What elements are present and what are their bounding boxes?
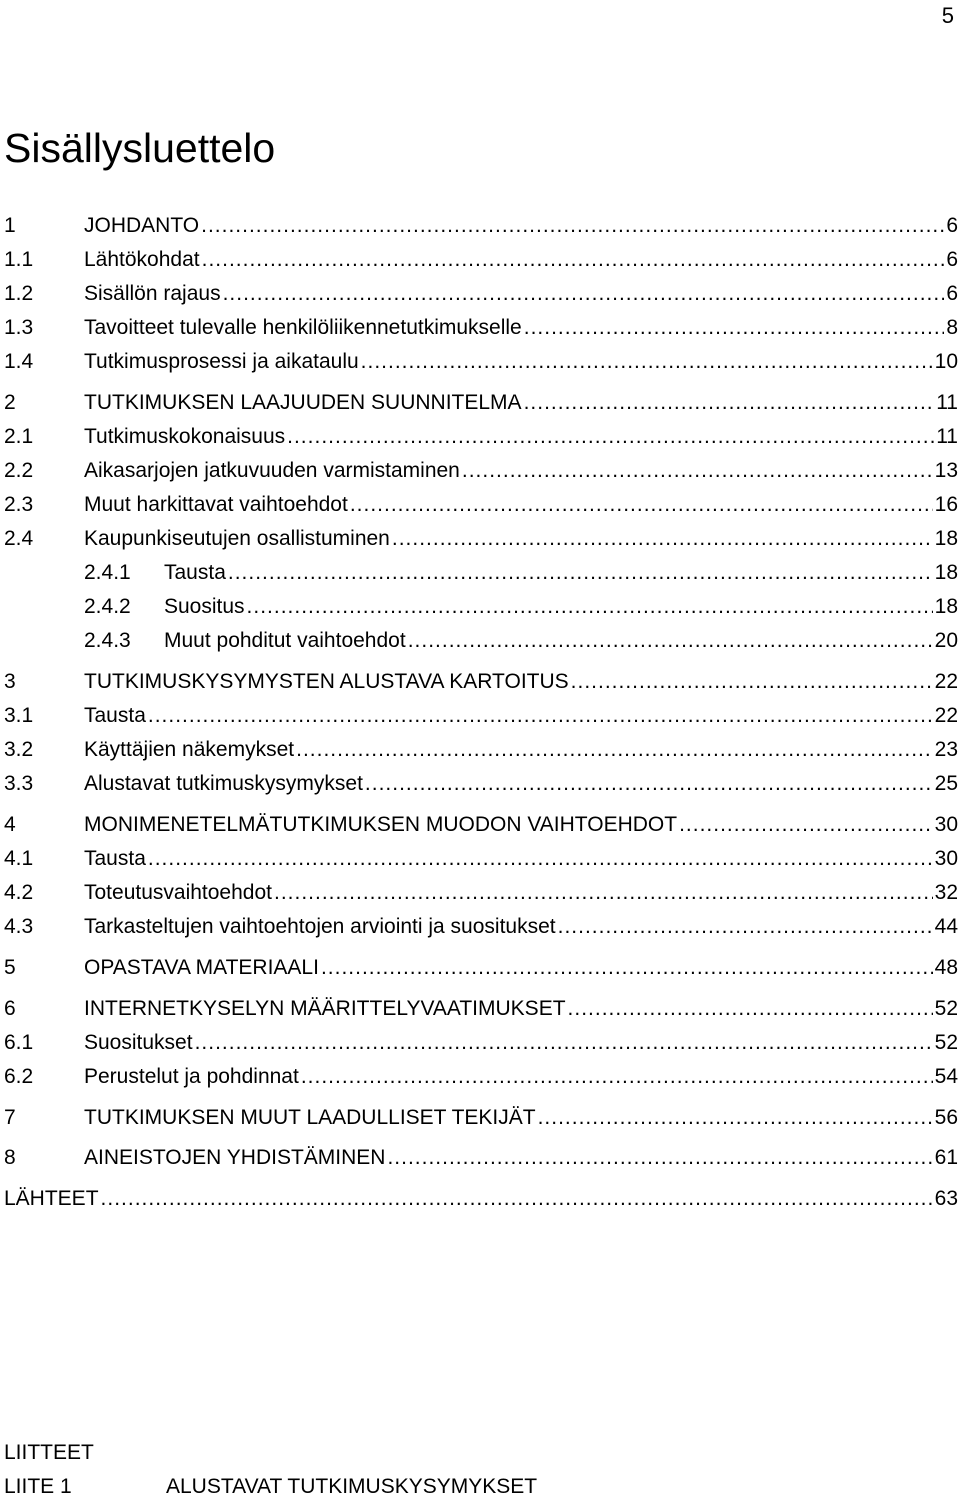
- toc-entry-number: 1.1: [4, 248, 34, 271]
- appendices-heading: LIITTEET: [4, 1441, 94, 1464]
- toc-entry-number: 2.2: [4, 459, 34, 482]
- toc-entry-page: 6: [946, 214, 958, 237]
- toc-entry-number: 5: [4, 956, 16, 979]
- toc-entry-page: 30: [934, 847, 958, 870]
- toc-entry-number: 7: [4, 1106, 16, 1129]
- toc-entry-number: 2.1: [4, 425, 34, 448]
- toc-entry[interactable]: [4, 667, 958, 697]
- toc-entry[interactable]: [4, 313, 958, 343]
- toc-entry-label: Muut pohditut vaihtoehdot: [164, 629, 406, 652]
- toc-entry[interactable]: [4, 769, 958, 799]
- toc-entry-number: 3: [4, 670, 16, 693]
- toc-entry-label: JOHDANTO: [84, 214, 200, 237]
- toc-entry-label: Lähtökohdat: [84, 248, 200, 271]
- toc-entry-number: 4.1: [4, 847, 34, 870]
- toc-entry[interactable]: [4, 844, 958, 874]
- toc-entry-number: 2.4.3: [84, 629, 131, 652]
- toc-entry-number: 6.2: [4, 1065, 34, 1088]
- toc-entry-number: 2.3: [4, 493, 34, 516]
- toc-entry-label: INTERNETKYSELYN MÄÄRITTELYVAATIMUKSET: [84, 997, 566, 1020]
- toc-entry-page: 11: [936, 391, 958, 414]
- toc-entry-page: 63: [934, 1187, 958, 1210]
- toc-dot-leader: [571, 667, 933, 697]
- toc-entry[interactable]: [4, 1143, 958, 1173]
- toc-entry-page: 32: [934, 881, 958, 904]
- toc-dot-leader: [223, 279, 945, 309]
- toc-entry-label: Aikasarjojen jatkuvuuden varmistaminen: [84, 459, 460, 482]
- appendix-entry[interactable]: [4, 1472, 537, 1502]
- toc-dot-leader: [101, 1184, 933, 1214]
- toc-dot-leader: [568, 994, 933, 1024]
- toc-dot-leader: [321, 953, 933, 983]
- toc-entry-number: 6: [4, 997, 16, 1020]
- toc-entry-label: Perustelut ja pohdinnat: [84, 1065, 299, 1088]
- toc-entry-number: 4.2: [4, 881, 34, 904]
- toc-dot-leader: [462, 456, 933, 486]
- toc-entry[interactable]: [4, 1062, 958, 1092]
- toc-entry[interactable]: [4, 490, 958, 520]
- toc-dot-leader: [392, 524, 933, 554]
- toc-entry-page: 52: [934, 997, 958, 1020]
- toc-entry[interactable]: [4, 1184, 958, 1214]
- toc-entry-page: 22: [934, 670, 958, 693]
- toc-dot-leader: [287, 422, 934, 452]
- toc-entry[interactable]: [4, 1103, 958, 1133]
- toc-entry[interactable]: [4, 524, 958, 554]
- toc-entry-page: 20: [934, 629, 958, 652]
- toc-entry[interactable]: [4, 878, 958, 908]
- toc-entry[interactable]: [4, 626, 958, 656]
- toc-entry-label: Tausta: [84, 704, 146, 727]
- toc-dot-leader: [148, 701, 933, 731]
- toc-entry-number: 3.2: [4, 738, 34, 761]
- toc-entry-number: 4.3: [4, 915, 34, 938]
- toc-entry[interactable]: [4, 558, 958, 588]
- toc-entry-page: 23: [934, 738, 958, 761]
- toc-entry-label: Tausta: [84, 847, 146, 870]
- toc-entry-label: Suositukset: [84, 1031, 193, 1054]
- toc-entry-page: 30: [934, 813, 958, 836]
- toc-entry-label: OPASTAVA MATERIAALI: [84, 956, 319, 979]
- toc-entry-page: 6: [946, 282, 958, 305]
- toc-entry-label: Tutkimuskokonaisuus: [84, 425, 286, 448]
- toc-entry-number: 3.3: [4, 772, 34, 795]
- toc-dot-leader: [524, 388, 935, 418]
- toc-entry-label: TUTKIMUKSEN LAAJUUDEN SUUNNITELMA: [84, 391, 522, 414]
- toc-entry-page: 6: [946, 248, 958, 271]
- toc-entry-label: MONIMENETELMÄTUTKIMUKSEN MUODON VAIHTOEHDOT: [84, 813, 678, 836]
- toc-entry[interactable]: [4, 1028, 958, 1058]
- toc-entry-page: 18: [934, 527, 958, 550]
- toc-entry-page: 8: [946, 316, 958, 339]
- toc-entry-label: Kaupunkiseutujen osallistuminen: [84, 527, 390, 550]
- toc-entry-number: 2.4.1: [84, 561, 131, 584]
- toc-entry-number: 1.3: [4, 316, 34, 339]
- toc-entry[interactable]: [4, 422, 958, 452]
- toc-entry-page: 48: [934, 956, 958, 979]
- appendix-id: LIITE 1: [4, 1475, 72, 1498]
- toc-dot-leader: [350, 490, 933, 520]
- appendix-label: ALUSTAVAT TUTKIMUSKYSYMYKSET: [166, 1475, 538, 1498]
- toc-entry[interactable]: [4, 701, 958, 731]
- toc-dot-leader: [361, 347, 933, 377]
- toc-entry-label: Alustavat tutkimuskysymykset: [84, 772, 363, 795]
- toc-entry-number: 3.1: [4, 704, 34, 727]
- toc-dot-leader: [524, 313, 945, 343]
- toc-entry-label: Muut harkittavat vaihtoehdot: [84, 493, 348, 516]
- toc-entry-page: 56: [934, 1106, 958, 1129]
- toc-entry-label: Suositus: [164, 595, 245, 618]
- toc-entry[interactable]: [4, 810, 958, 840]
- toc-dot-leader: [228, 558, 933, 588]
- toc-entry[interactable]: [4, 912, 958, 942]
- toc-entry-label: Käyttäjien näkemykset: [84, 738, 295, 761]
- toc-dot-leader: [195, 1028, 933, 1058]
- toc-entry[interactable]: [4, 953, 958, 983]
- toc-entry[interactable]: [4, 994, 958, 1024]
- toc-entry-number: 8: [4, 1146, 16, 1169]
- toc-entry-number: 1.2: [4, 282, 34, 305]
- page-number: 5: [941, 3, 954, 28]
- toc-entry-page: 54: [934, 1065, 958, 1088]
- toc-entry-page: 18: [934, 595, 958, 618]
- toc-entry-page: 18: [934, 561, 958, 584]
- toc-entry-label: Toteutusvaihtoehdot: [84, 881, 272, 904]
- toc-entry[interactable]: [4, 592, 958, 622]
- toc-entry-label: Sisällön rajaus: [84, 282, 221, 305]
- toc-dot-leader: [201, 211, 944, 241]
- toc-dot-leader: [538, 1103, 933, 1133]
- toc-entry[interactable]: [4, 388, 958, 418]
- toc-entry-label: Tarkasteltujen vaihtoehtojen arviointi ja suositukset: [84, 915, 556, 938]
- toc-entry[interactable]: [4, 347, 958, 377]
- toc-dot-leader: [679, 810, 933, 840]
- toc-dot-leader: [202, 245, 945, 275]
- toc-entry-label: TUTKIMUSKYSYMYSTEN ALUSTAVA KARTOITUS: [84, 670, 569, 693]
- toc-entry-number: 6.1: [4, 1031, 34, 1054]
- toc-dot-leader: [408, 626, 933, 656]
- toc-entry-label: TUTKIMUKSEN MUUT LAADULLISET TEKIJÄT: [84, 1106, 536, 1129]
- toc-entry-label: LÄHTEET: [4, 1187, 99, 1210]
- toc-entry-label: Tausta: [164, 561, 226, 584]
- toc-entry-number: 1: [4, 214, 16, 237]
- toc-dot-leader: [296, 735, 933, 765]
- toc-entry[interactable]: [4, 245, 958, 275]
- toc-entry[interactable]: [4, 735, 958, 765]
- toc-entry-page: 22: [934, 704, 958, 727]
- toc-entry-page: 61: [934, 1146, 958, 1169]
- toc-dot-leader: [558, 912, 933, 942]
- toc-entry-label: Tutkimusprosessi ja aikataulu: [84, 350, 359, 373]
- toc-entry-number: 2.4: [4, 527, 34, 550]
- toc-dot-leader: [387, 1143, 932, 1173]
- toc-entry-number: 2: [4, 391, 16, 414]
- toc-entry[interactable]: [4, 279, 958, 309]
- toc-entry-page: 25: [934, 772, 958, 795]
- toc-entry-page: 10: [934, 350, 958, 373]
- toc-entry[interactable]: [4, 456, 958, 486]
- toc-entry-page: 44: [934, 915, 958, 938]
- toc-dot-leader: [274, 878, 933, 908]
- toc-dot-leader: [148, 844, 933, 874]
- toc-entry-label: AINEISTOJEN YHDISTÄMINEN: [84, 1146, 386, 1169]
- toc-dot-leader: [301, 1062, 933, 1092]
- toc-entry-page: 11: [936, 425, 958, 448]
- toc-title: Sisällysluettelo: [4, 125, 276, 171]
- toc-entry-number: 4: [4, 813, 16, 836]
- toc-dot-leader: [365, 769, 933, 799]
- toc-entry-page: 52: [934, 1031, 958, 1054]
- toc-entry-number: 1.4: [4, 350, 34, 373]
- toc-dot-leader: [247, 592, 933, 622]
- toc-entry-page: 13: [934, 459, 958, 482]
- toc-entry-page: 16: [934, 493, 958, 516]
- toc-entry-label: Tavoitteet tulevalle henkilöliikennetutkimukselle: [84, 316, 522, 339]
- toc-entry-number: 2.4.2: [84, 595, 131, 618]
- toc-entry[interactable]: [4, 211, 958, 241]
